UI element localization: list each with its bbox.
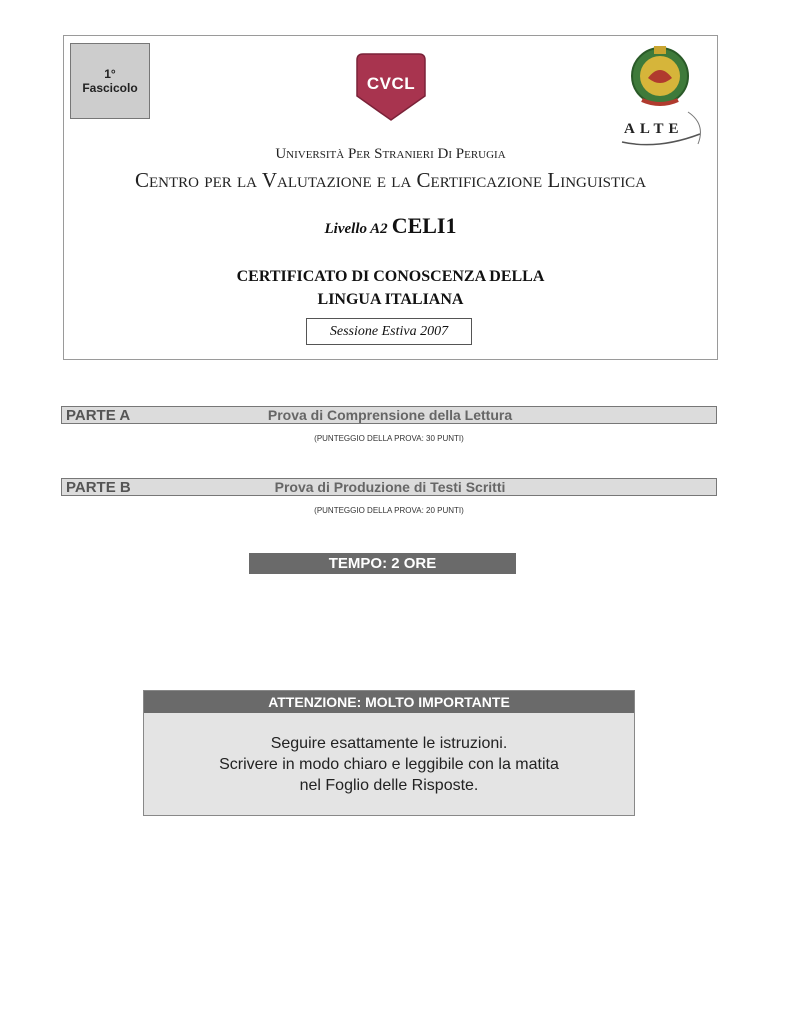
certificate-title	[63, 265, 718, 311]
level-label: Livello A2	[324, 221, 388, 237]
certificate-title-line2: LINGUA ITALIANA	[317, 291, 464, 308]
attention-heading: ATTENZIONE: MOLTO IMPORTANTE	[144, 691, 634, 713]
part-a-label: PARTE A	[66, 407, 131, 424]
fascicolo-badge	[70, 43, 150, 119]
certificate-title-line1: CERTIFICATO DI CONOSCENZA DELLA	[236, 268, 545, 285]
part-a-score: (PUNTEGGIO DELLA PROVA: 30 PUNTI)	[314, 434, 464, 443]
centre-name: Centro per la Valutazione e la Certificazione Linguistica	[134, 168, 647, 192]
university-name: Università Per Stranieri Di Perugia	[275, 146, 506, 162]
fascicolo-number: 1°	[104, 67, 116, 81]
part-b-bar	[61, 478, 717, 496]
attention-box	[143, 690, 635, 816]
part-a-bar	[61, 406, 717, 424]
session-box: Sessione Estiva 2007	[306, 318, 472, 345]
part-a-title: Prova di Comprensione della Lettura	[267, 407, 513, 423]
alte-logo-text: ALTE	[624, 121, 684, 137]
attention-instructions	[144, 733, 634, 796]
exam-name: CELI1	[391, 213, 457, 238]
part-b-label: PARTE B	[66, 479, 131, 496]
instruction-line: nel Foglio delle Risposte.	[299, 777, 479, 794]
instruction-line: Seguire esattamente le istruzioni.	[270, 735, 508, 752]
part-b-title: Prova di Produzione di Testi Scritti	[274, 479, 506, 495]
time-banner: TEMPO: 2 ORE	[249, 553, 516, 574]
part-b-score: (PUNTEGGIO DELLA PROVA: 20 PUNTI)	[314, 506, 464, 515]
cvcl-logo-text: CVCL	[366, 74, 416, 93]
exam-level	[63, 213, 718, 239]
university-crest-icon	[628, 44, 692, 108]
fascicolo-label: Fascicolo	[82, 81, 138, 95]
instruction-line: Scrivere in modo chiaro e leggibile con la matita	[219, 756, 559, 773]
